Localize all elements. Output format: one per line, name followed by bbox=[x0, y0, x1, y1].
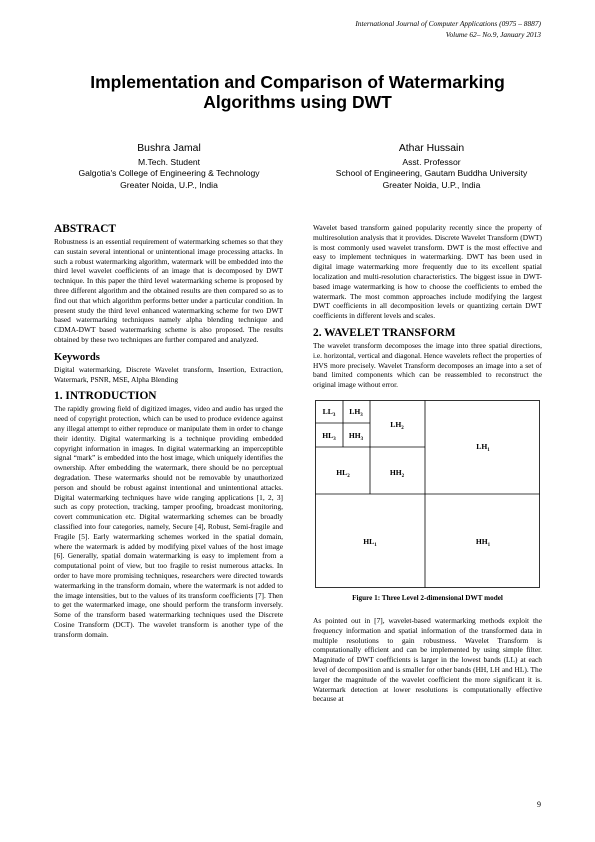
author-location: Greater Noida, U.P., India bbox=[382, 179, 481, 190]
band-hh2-base: HH bbox=[389, 467, 402, 477]
paper-title bbox=[0, 72, 595, 112]
band-hh1-sub: 1 bbox=[487, 542, 491, 548]
band-lh3-sub: 3 bbox=[360, 412, 363, 418]
dwt-figure bbox=[313, 398, 542, 602]
continuation-text: As pointed out in [7], wavelet-based watermarking methods exploit the frequency information and spatial information of the transformed data in multiple resolutions to gain robustness. Wavelet Transform is computationally efficient and can be implemented by using simple filter. Magnitude of DWT coefficients is larger in the lowest bands (LL) at each level of decomposition and is smaller for other bands (HH, LH and HL). The larger the magnitude of the wavelet coefficient the more significant it is. Watermark detection at lower resolutions is computationally effective because at bbox=[313, 615, 542, 704]
dwt-grid-lines bbox=[316, 400, 540, 587]
band-hh1-base: HH bbox=[475, 536, 488, 546]
author-role: M.Tech. Student bbox=[137, 157, 201, 167]
author-name: Bushra Jamal bbox=[137, 143, 201, 154]
left-column bbox=[54, 223, 283, 639]
keywords-heading: Keywords bbox=[54, 351, 100, 363]
band-hh2-sub: 2 bbox=[401, 473, 405, 479]
wavelet-heading: 2. WAVELET TRANSFORM bbox=[313, 326, 456, 339]
band-hh3-sub: 3 bbox=[360, 436, 364, 442]
author-block-1 bbox=[44, 142, 294, 191]
band-ll3-label bbox=[323, 407, 336, 418]
journal-name: International Journal of Computer Applications (0975 – 8887) bbox=[355, 19, 541, 28]
band-lh1-sub: 1 bbox=[487, 447, 490, 453]
band-hl3-label bbox=[322, 431, 336, 442]
page-number: 9 bbox=[537, 800, 541, 809]
band-ll3-base: LL bbox=[322, 406, 333, 416]
band-hh1-label bbox=[476, 537, 491, 548]
band-lh3-label bbox=[349, 407, 363, 418]
right-column bbox=[313, 223, 542, 704]
dwt-decomposition-diagram bbox=[313, 398, 542, 590]
abstract-heading: ABSTRACT bbox=[54, 223, 117, 235]
abstract-text: Robustness is an essential requirement of watermarking schemes so that they can sustain several intentional or unintentional image processing attacks. In such a robust watermarking algorithm, watermark will be embedded into the third level wavelet coefficients of an image that is decomposed by DWT technique. In this paper the third level watermarking scheme is proposed by three different algorithm and the obtained results are then compared so as to find out that which algorithm performs better under a particular condition. In present study the third level enhanced watermarking scheme for two DWT based watermarking techniques namely alpha blending technique and CDMA-DWT based watermarking scheme is also proposed. The results obtained by these two techniques are further compared and analyzed. bbox=[54, 237, 283, 344]
introduction-text: The rapidly growing field of digitized images, video and audio has urged the need of copyright protection, which can be used to produce evidence against any illegal attempt to either reproduce or manipulate them in order to change their identity. Digital watermarking is a technique providing embedded copyright information in images. In digital watermarking an imperceptible signal “mark” is embedded into the host image, which uniquely identifies the ownership. After embedding the watermark, there should be no perceptual degradation. These watermarks should not be removable by unauthorized person and should be robust against intentional and unintentional attacks. Digital watermarking techniques have wide ranging applications [1, 2, 3] such as copy protection, tracking, tamper proofing, broadcast monitoring, covert communication etc. Digital watermarking schemes can be broadly classified into four categories, namely, Secure [4], Robust, Semi-fragile and Fragile [5]. Early watermarking schemes worked in the spatial domain, where the watermark is added by modifying pixel values of the host image [6]. Generally, spatial domain watermarking is easy to implement from a computational point of view, but too fragile to resist numerous attacks. In order to have more promising techniques, researchers were directed towards watermarking in the transform domain, where the watermark is not added to the image intensities, but to the values of its transform coefficients [7]. Then to get the watermarked image, one should perform the transform inversely. Some of the transform based watermarking techniques used the Discrete Cosine Transform (DCT). The wavelet transform is another type of the transform domain. bbox=[54, 404, 283, 639]
dwt-intro-text: Wavelet based transform gained popularity recently since the property of multiresolution analysis that it provides. Discrete Wavelet Transform (DWT) is most commonly used wavelet transform. DWT is the most effective and easy to implement techniques in watermarking. DWT has been used in digital image watermarking more frequently due to its excellent spatial localization and multi-resolution characteristics. The biggest issue in DWT-based image watermarking is how to choose the coefficients to embed the watermark. The most common approaches include modifying the largest DWT coefficients in all decomposition levels or quantizing certain DWT coefficients in different levels and scales. bbox=[313, 223, 542, 321]
introduction-heading: 1. INTRODUCTION bbox=[54, 390, 157, 403]
band-hl2-base: HL bbox=[336, 467, 348, 477]
band-hl2-label bbox=[336, 468, 350, 479]
band-lh1-label bbox=[476, 442, 490, 453]
band-lh2-sub: 2 bbox=[401, 425, 404, 431]
band-hh2-label bbox=[390, 468, 405, 479]
band-hh3-label bbox=[349, 431, 364, 442]
band-lh2-label bbox=[390, 420, 404, 431]
band-hl1-sub: 1 bbox=[374, 542, 377, 548]
band-hl1-base: HL bbox=[363, 536, 375, 546]
author-affiliation: Galgotia's College of Engineering & Technology bbox=[78, 168, 260, 179]
journal-volume: Volume 62– No.9, January 2013 bbox=[445, 29, 541, 39]
band-hh3-base: HH bbox=[348, 430, 361, 440]
author-name: Athar Hussain bbox=[398, 143, 465, 154]
band-hl3-base: HL bbox=[322, 430, 334, 440]
author-role: Asst. Professor bbox=[402, 157, 461, 167]
band-lh2-base: LH bbox=[390, 419, 402, 429]
band-ll3-sub: 3 bbox=[332, 412, 336, 418]
keywords-text: Digital watermarking, Discrete Wavelet transform, Insertion, Extraction, Watermark, PSNR, MSE, Alpha Blending bbox=[54, 364, 283, 384]
author-block-2 bbox=[304, 142, 559, 191]
figure-caption: Figure 1: Three Level 2-dimensional DWT model bbox=[352, 593, 503, 602]
journal-header bbox=[355, 19, 541, 40]
band-hl3-sub: 3 bbox=[333, 436, 336, 442]
band-hl2-sub: 2 bbox=[347, 473, 350, 479]
band-hl1-label bbox=[363, 537, 377, 548]
wavelet-text: The wavelet transform decomposes the image into three spatial directions, i.e. horizontal, vertical and diagonal. Hence wavelets reflect the properties of HVS more precisely. Wavelet Transform decomposes an image into a set of band limited components which can be reassembled to reconstruct the original image without error. bbox=[313, 340, 542, 390]
author-location: Greater Noida, U.P., India bbox=[120, 179, 218, 190]
title-line-2: Algorithms using DWT bbox=[203, 92, 392, 112]
title-line-1: Implementation and Comparison of Watermarking bbox=[90, 72, 505, 92]
band-lh1-base: LH bbox=[476, 441, 488, 451]
author-affiliation: School of Engineering, Gautam Buddha University bbox=[335, 168, 528, 179]
band-lh3-base: LH bbox=[349, 406, 361, 416]
